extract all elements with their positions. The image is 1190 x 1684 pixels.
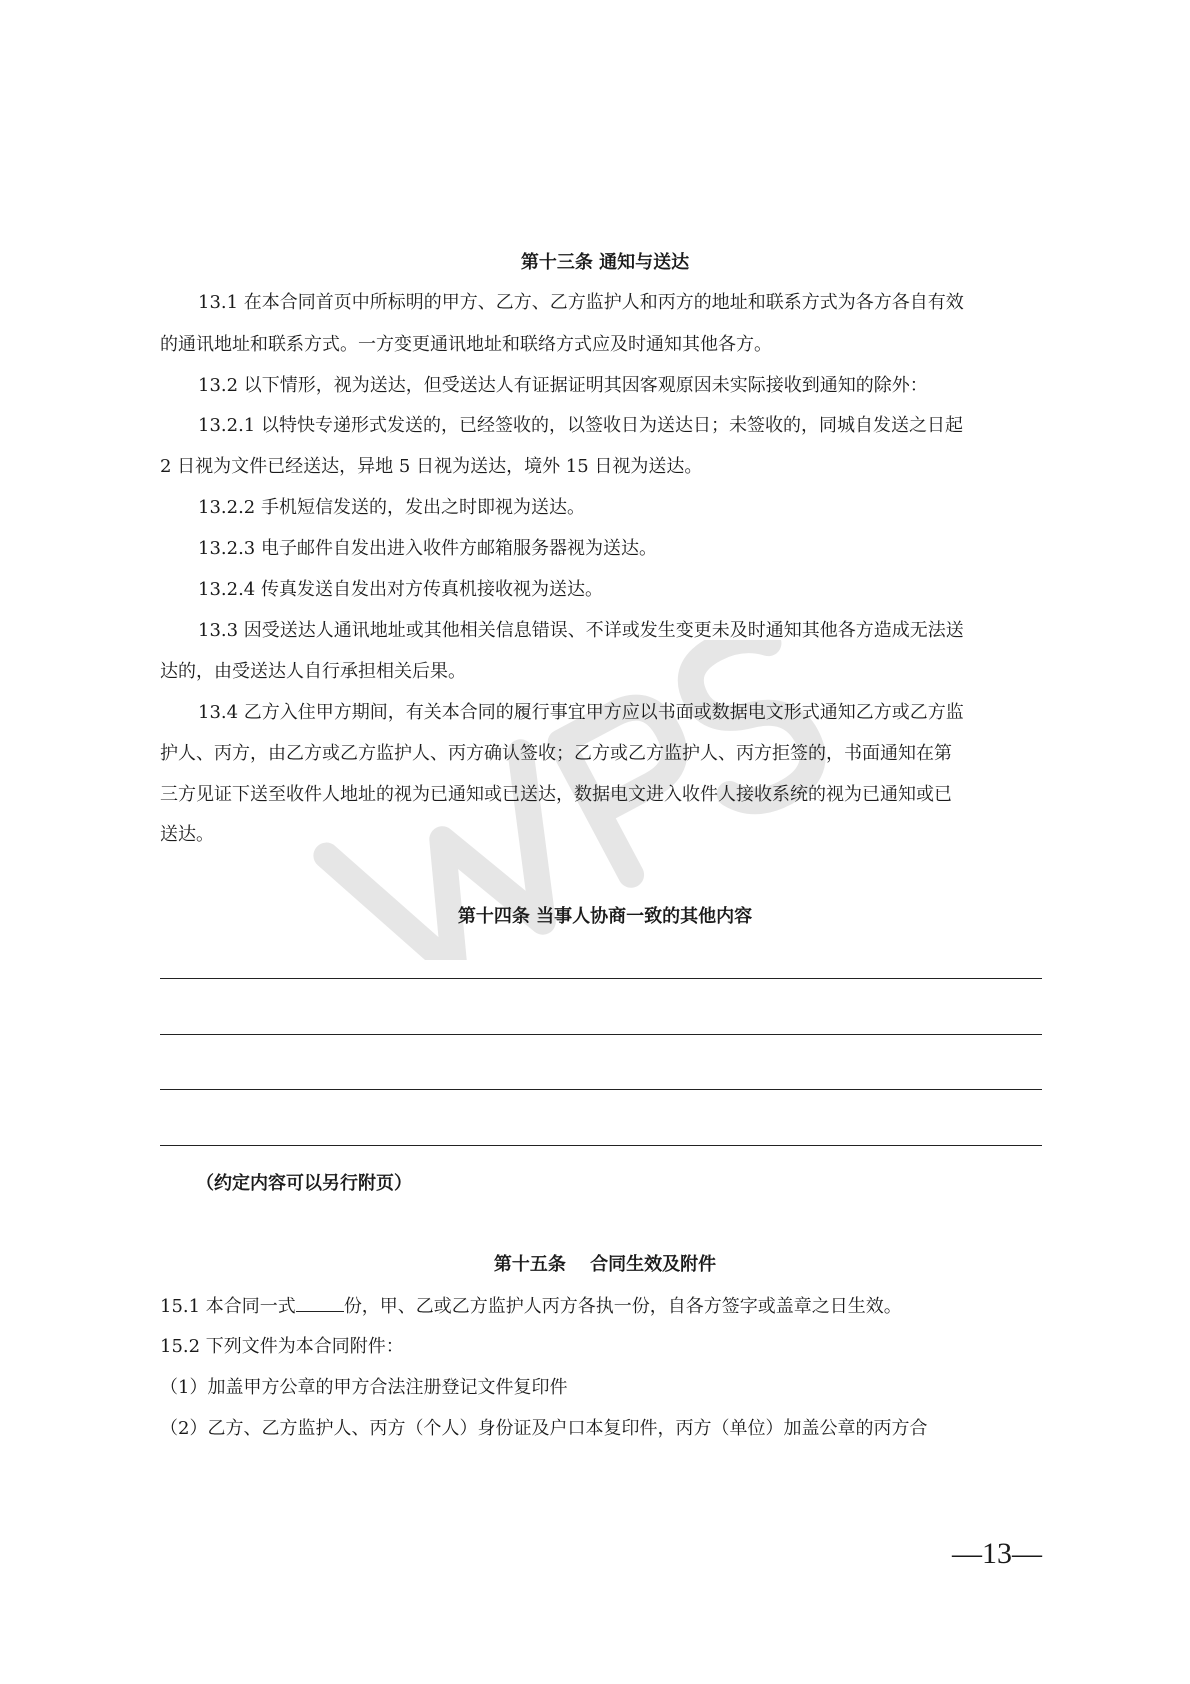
fill-in-line-2[interactable] bbox=[160, 1034, 1042, 1035]
fill-in-line-3[interactable] bbox=[160, 1089, 1042, 1090]
clause-13-1-line-1: 13.1 在本合同首页中所标明的甲方、乙方、乙方监护人和丙方的地址和联系方式为各方各自有效 bbox=[198, 292, 964, 313]
attachment-item-2: （2）乙方、乙方监护人、丙方（个人）身份证及户口本复印件，丙方（单位）加盖公章的丙方合 bbox=[160, 1418, 928, 1439]
copies-count-blank[interactable] bbox=[296, 1293, 344, 1312]
clause-15-2: 15.2 下列文件为本合同附件： bbox=[160, 1336, 404, 1357]
clause-15-1-prefix: 15.1 本合同一式 bbox=[160, 1296, 296, 1317]
clause-13-2: 13.2 以下情形，视为送达，但受送达人有证据证明其因客观原因未实际接收到通知的除外： bbox=[198, 375, 928, 396]
clause-13-2-1-line-2: 2 日视为文件已经送达，异地 5 日视为送达，境外 15 日视为送达。 bbox=[160, 456, 703, 477]
section-14-heading: 第十四条 当事人协商一致的其他内容 bbox=[457, 906, 753, 927]
attachment-note: （约定内容可以另行附页） bbox=[196, 1173, 412, 1194]
fill-in-line-1[interactable] bbox=[160, 978, 1042, 979]
clause-13-4-line-1: 13.4 乙方入住甲方期间，有关本合同的履行事宜甲方应以书面或数据电文形式通知乙方或乙方监 bbox=[198, 702, 964, 723]
clause-13-4-line-3: 三方见证下送至收件人地址的视为已通知或已送达，数据电文进入收件人接收系统的视为已通知或已 bbox=[160, 784, 952, 805]
clause-13-2-4: 13.2.4 传真发送自发出对方传真机接收视为送达。 bbox=[198, 579, 603, 600]
page-number: —13— bbox=[952, 1537, 1042, 1570]
section-13-heading: 第十三条 通知与送达 bbox=[520, 252, 690, 273]
clause-13-1-line-2: 的通讯地址和联系方式。一方变更通讯地址和联络方式应及时通知其他各方。 bbox=[160, 334, 772, 355]
clause-13-2-2: 13.2.2 手机短信发送的，发出之时即视为送达。 bbox=[198, 497, 585, 518]
attachment-item-1: （1）加盖甲方公章的甲方合法注册登记文件复印件 bbox=[160, 1377, 568, 1398]
clause-13-3-line-2: 达的，由受送达人自行承担相关后果。 bbox=[160, 661, 466, 682]
section-15-heading: 第十五条 合同生效及附件 bbox=[493, 1254, 717, 1275]
clause-13-4-line-2: 护人、丙方，由乙方或乙方监护人、丙方确认签收；乙方或乙方监护人、丙方拒签的，书面通知在第 bbox=[160, 743, 952, 764]
clause-13-4-line-4: 送达。 bbox=[160, 824, 214, 845]
clause-13-2-3: 13.2.3 电子邮件自发出进入收件方邮箱服务器视为送达。 bbox=[198, 538, 657, 559]
clause-13-2-1-line-1: 13.2.1 以特快专递形式发送的，已经签收的，以签收日为送达日；未签收的，同城自发送之日起 bbox=[198, 415, 963, 436]
clause-15-1 bbox=[160, 1293, 1050, 1320]
fill-in-line-4[interactable] bbox=[160, 1145, 1042, 1146]
clause-13-3-line-1: 13.3 因受送达人通讯地址或其他相关信息错误、不详或发生变更未及时通知其他各方造成无法送 bbox=[198, 620, 964, 641]
clause-15-1-suffix: 份，甲、乙或乙方监护人丙方各执一份，自各方签字或盖章之日生效。 bbox=[343, 1296, 902, 1317]
